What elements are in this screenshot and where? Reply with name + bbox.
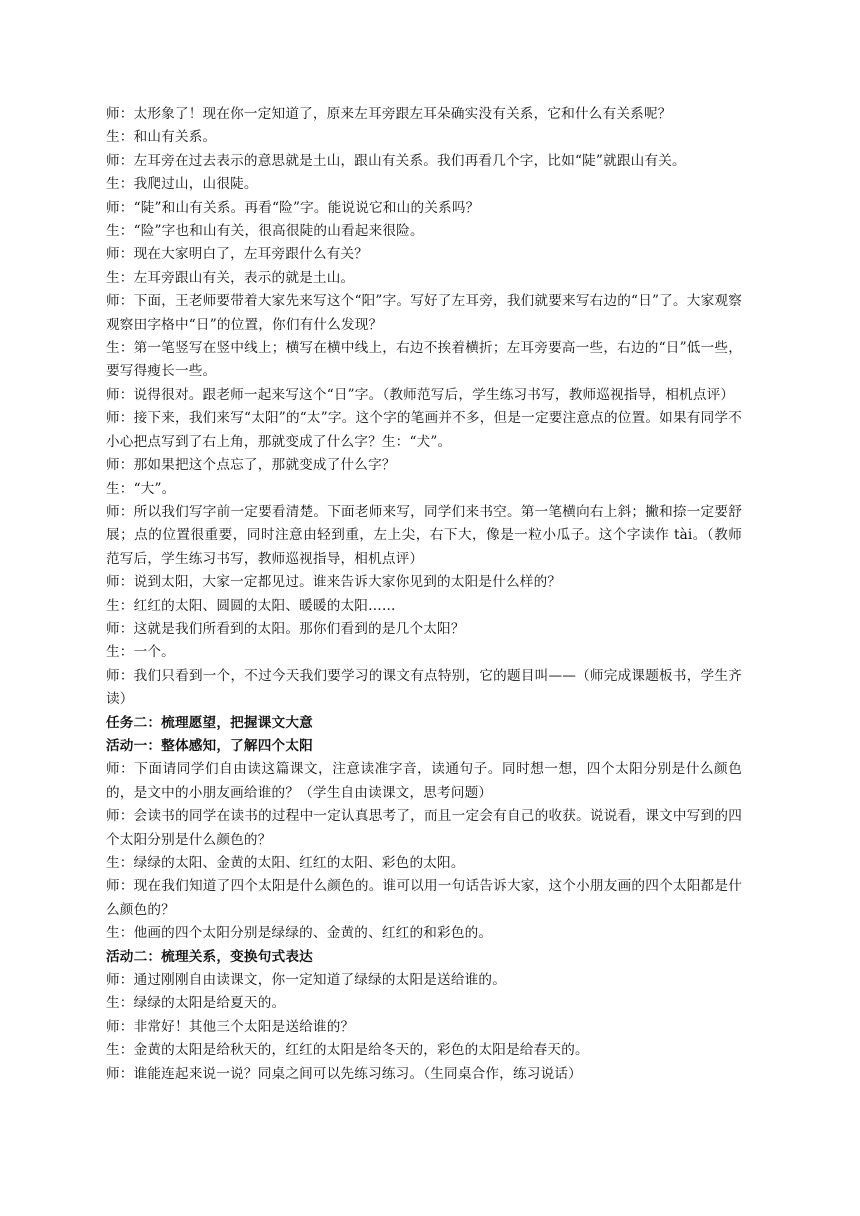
paragraph: 生：绿绿的太阳、金黄的太阳、红红的太阳、彩色的太阳。 <box>106 855 465 871</box>
section-heading: 任务二：梳理愿望，把握课文大意 <box>106 714 313 731</box>
paragraph: 师：接下来，我们来写“太阳”的“太”字。这个字的笔画并不多，但是一定要注意点的位置。如果有同学不小心把点写到了右上角，那就变成了什么字？生：“犬”。 <box>106 410 742 450</box>
paragraph: 生：金黄的太阳是给秋天的，红红的太阳是给冬天的，彩色的太阳是给春天的。 <box>106 1042 589 1059</box>
paragraph: 师：下面请同学们自由读这篇课文，注意读准字音，读通句子。同时想一想，四个太阳分别是什么颜色的，是文中的小朋友画给谁的？（学生自由读课文，思考问题） <box>106 761 742 801</box>
paragraph: 师：我们只看到一个，不过今天我们要学习的课文有点特别，它的题目叫——（师完成课题板书，学生齐读） <box>106 667 742 708</box>
paragraph: 师：说得很对。跟老师一起来写这个“日”字。（教师范写后，学生练习书写，教师巡视指导，相机点评） <box>106 386 735 403</box>
paragraph: 生：第一笔竖写在竖中线上；横写在横中线上，右边不挨着横折；左耳旁要高一些，右边的“日”低一些，要写得瘦长一些。 <box>106 340 742 380</box>
activity-heading: 活动二：梳理关系，变换句式表达 <box>106 948 313 965</box>
paragraph: 师：下面，王老师要带着大家先来写这个“阳”字。写好了左耳旁，我们就要来写右边的“日”了。大家观察观察田字格中“日”的位置，你们有什么发现？ <box>106 293 742 333</box>
paragraph: 生：“险”字也和山有关，很高很陡的山看起来很险。 <box>106 223 424 240</box>
paragraph: 生：“大”。 <box>106 480 176 497</box>
paragraph: 师：通过刚刚自由读课文，你一定知道了绿绿的太阳是送给谁的。 <box>106 972 507 989</box>
paragraph: 生：我爬过山，山很陡。 <box>106 176 258 193</box>
paragraph: 师：说到太阳，大家一定都见过。谁来告诉大家你见到的太阳是什么样的？ <box>106 574 562 591</box>
activity-heading: 活动一：整体感知，了解四个太阳 <box>106 737 313 754</box>
paragraph: 师：左耳旁在过去表示的意思就是土山，跟山有关系。我们再看几个字，比如“陡”就跟山有关。 <box>106 152 686 169</box>
paragraph: 师：这就是我们所看到的太阳。那你们看到的是几个太阳？ <box>106 620 465 637</box>
paragraph: 师：“陡”和山有关系。再看“险”字。能说说它和山的关系吗？ <box>106 199 480 216</box>
paragraph: 生：绿绿的太阳是给夏天的。 <box>106 995 286 1012</box>
paragraph: 生：左耳旁跟山有关，表示的就是土山。 <box>106 269 355 286</box>
paragraph: 师：谁能连起来说一说？同桌之间可以先练习练习。（生同桌合作，练习说话） <box>106 1065 582 1082</box>
document-page <box>106 103 742 1086</box>
paragraph: 生：红红的太阳、圆圆的太阳、暖暖的太阳…… <box>106 597 396 614</box>
paragraph: 师：太形象了！现在你一定知道了，原来左耳旁跟左耳朵确实没有关系，它和什么有关系呢？ <box>106 106 672 122</box>
paragraph: 生：一个。 <box>106 644 175 661</box>
paragraph: 师：现在我们知道了四个太阳是什么颜色的。谁可以用一句话告诉大家，这个小朋友画的四个太阳都是什么颜色的？ <box>106 878 742 918</box>
paragraph: 师：非常好！其他三个太阳是送给谁的？ <box>106 1018 355 1035</box>
paragraph: 生：和山有关系。 <box>106 129 217 146</box>
paragraph: 师：那如果把这个点忘了，那就变成了什么字？ <box>106 457 396 474</box>
paragraph: 生：他画的四个太阳分别是绿绿的、金黄的、红红的和彩色的。 <box>106 925 493 942</box>
paragraph: 师：所以我们写字前一定要看清楚。下面老师来写，同学们来书空。第一笔横向右上斜；撇和捺一定要舒展；点的位置很重要，同时注意由轻到重，左上尖，右下大，像是一粒小瓜子。这个字读作 tài。（教师范写后，学生练习书写，教师巡视指导，相机点评） <box>106 503 742 567</box>
paragraph: 师：现在大家明白了，左耳旁跟什么有关？ <box>106 246 369 263</box>
paragraph: 师：会读书的同学在读书的过程中一定认真思考了，而且一定会有自己的收获。说说看，课文中写到的四个太阳分别是什么颜色的？ <box>106 808 742 848</box>
